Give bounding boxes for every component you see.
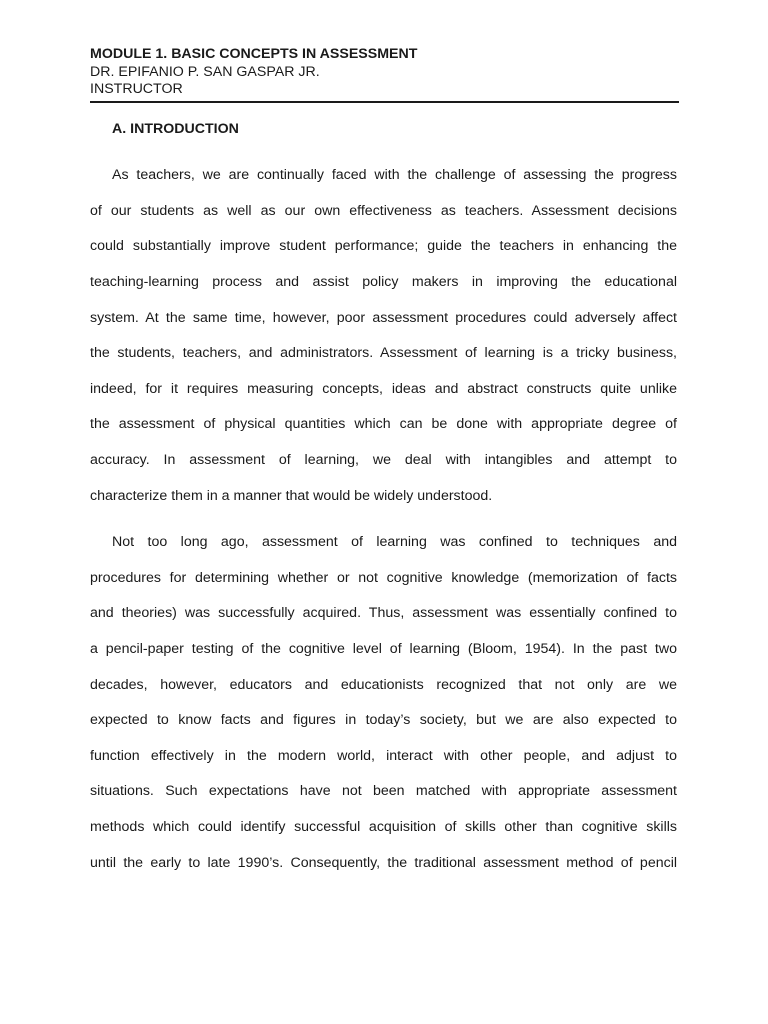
- paragraph-line: decades, however, educators and educationists recognized that not only are we: [90, 676, 677, 693]
- paragraph-line: teaching-learning process and assist policy makers in improving the educational: [90, 273, 677, 290]
- paragraph-line: methods which could identify successful acquisition of skills other than cognitive skills: [90, 819, 677, 836]
- module-title: MODULE 1. BASIC CONCEPTS IN ASSESSMENT: [90, 46, 418, 62]
- paragraph-line: the assessment of physical quantities which can be done with appropriate degree of: [90, 416, 677, 433]
- section-heading: A. INTRODUCTION: [112, 121, 239, 137]
- document-header: [90, 46, 679, 99]
- paragraph-line: and theories) was successfully acquired. Thus, assessment was essentially confined to: [90, 605, 677, 622]
- paragraph-line: Not too long ago, assessment of learning was confined to techniques and: [112, 534, 677, 550]
- paragraph-introduction-2: [90, 525, 677, 881]
- paragraph-line: As teachers, we are continually faced with the challenge of assessing the progress: [112, 167, 677, 183]
- paragraph-line: function effectively in the modern world, interact with other people, and adjust to: [90, 747, 677, 764]
- paragraph-line: of our students as well as our own effectiveness as teachers. Assessment decisions: [90, 202, 677, 219]
- author-name: DR. EPIFANIO P. SAN GASPAR JR.: [90, 63, 320, 80]
- paragraph-introduction-1: [90, 158, 677, 514]
- paragraph-line: procedures for determining whether or not cognitive knowledge (memorization of facts: [90, 569, 677, 586]
- paragraph-line: accuracy. In assessment of learning, we deal with intangibles and attempt to: [90, 452, 677, 469]
- paragraph-line: the students, teachers, and administrators. Assessment of learning is a tricky business,: [90, 345, 677, 362]
- paragraph-line: a pencil-paper testing of the cognitive level of learning (Bloom, 1954). In the past two: [90, 640, 677, 657]
- author-role: INSTRUCTOR: [90, 81, 183, 97]
- paragraph-line: system. At the same time, however, poor assessment procedures could adversely affect: [90, 309, 677, 326]
- paragraph-line: until the early to late 1990’s. Consequently, the traditional assessment method of pencil: [90, 854, 677, 871]
- paragraph-line: indeed, for it requires measuring concepts, ideas and abstract constructs quite unlike: [90, 380, 677, 397]
- header-divider: [90, 101, 679, 103]
- paragraph-line: situations. Such expectations have not been matched with appropriate assessment: [90, 783, 677, 800]
- paragraph-line: expected to know facts and figures in today’s society, but we are also expected to: [90, 712, 677, 729]
- paragraph-line: characterize them in a manner that would be widely understood.: [90, 487, 493, 504]
- paragraph-line: could substantially improve student performance; guide the teachers in enhancing the: [90, 238, 677, 255]
